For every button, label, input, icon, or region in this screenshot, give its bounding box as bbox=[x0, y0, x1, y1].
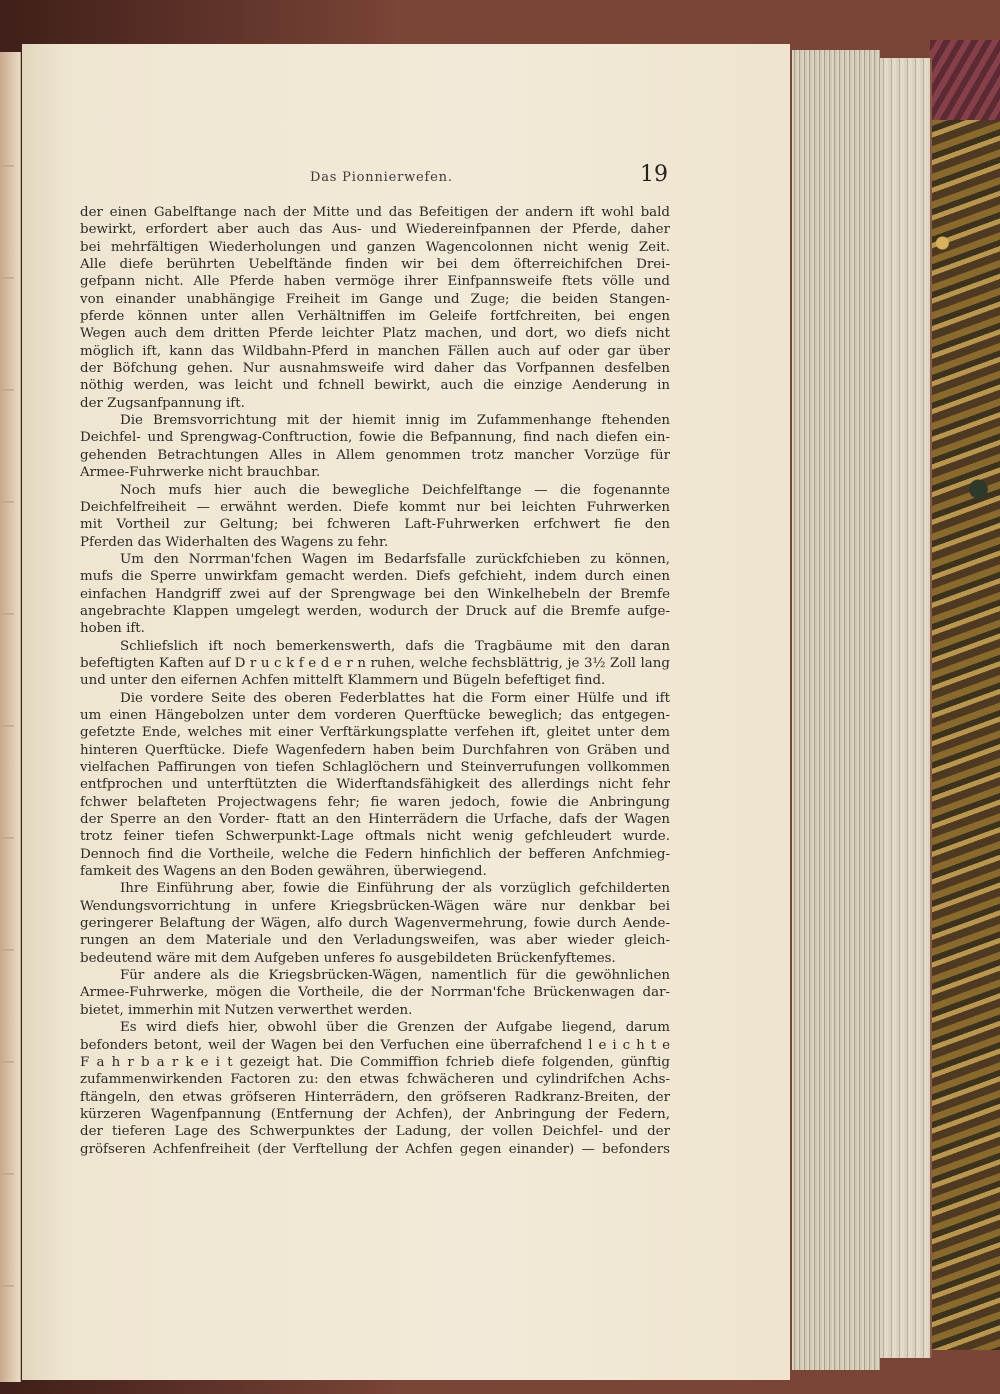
text-line: mit Vortheil zur Geltung; bei fchweren Laft-Fuhrwerken erfchwert fie den bbox=[80, 517, 670, 533]
text-line: von einander unabhängige Freiheit im Gange und Zuge; die beiden Stangen- bbox=[80, 291, 670, 307]
text-line: der Sperre an den Vorder- ftatt an den Hinterrädern die Urfache, dafs der Wagen bbox=[80, 812, 670, 828]
text-line: hinteren Querftücke. Diefe Wagenfedern haben beim Durchfahren von Gräben und bbox=[80, 742, 670, 758]
text-line: der Böfchung gehen. Nur ausnahmsweife wird daher das Vorfpannen desfelben bbox=[80, 361, 670, 377]
text-line: geringerer Belaftung der Wägen, alfo durch Wagenvermehrung, fowie durch Aende- bbox=[80, 916, 670, 932]
text-line: und unter den eifernen Achfen mittelft Klammern und Bügeln befeftiget find. bbox=[80, 673, 606, 689]
text-line: vielfachen Paffirungen von tiefen Schlaglöchern und Steinverrufungen vollkommen bbox=[80, 760, 670, 775]
text-line: gefetzte Ende, welches mit einer Verftärkungsplatte verfehen ift, gleitet unter dem bbox=[80, 725, 670, 741]
text-line: Pferden das Widerhalten des Wagens zu fehr. bbox=[80, 534, 389, 550]
text-line: möglich ift, kann das Wildbahn-Pferd in manchen Fällen auch auf oder gar über bbox=[80, 343, 670, 359]
text-line: kürzeren Wagenfpannung (Entfernung der Achfen), der Anbringung der Federn, bbox=[80, 1106, 670, 1122]
text-line: Die Bremsvorrichtung mit der hiemit innig im Zufammenhange ftehenden bbox=[120, 413, 670, 429]
text-line: Wegen auch dem dritten Pferde leichter Platz machen, und dort, wo diefs nicht bbox=[80, 326, 670, 342]
text-line: gefpann nicht. Alle Pferde haben vermöge ihrer Einfpannsweife ftets völle und bbox=[80, 274, 670, 290]
text-line: befeftigten Kaften auf D r u c k f e d e r n ruhen, welche fechsblättrig, je 3½ Zoll lang bbox=[80, 655, 670, 671]
text-line: trotz feiner tiefen Schwerpunkt-Lage oftmals nicht wenig gefchleudert wurde. bbox=[80, 829, 670, 845]
text-line: Schliefslich ift noch bemerkenswerth, dafs die Tragbäume mit den daran bbox=[120, 638, 670, 654]
text-line: Ihre Einführung aber, fowie die Einführung der als vorzüglich gefchilderten bbox=[120, 881, 670, 897]
text-line: nöthig werden, was leicht und fchnell bewirkt, auch die einzige Aenderung in bbox=[80, 378, 670, 394]
text-line: pferde können unter allen Verhältniffen im Geleife fortfchreiten, bei engen bbox=[80, 309, 670, 325]
page-block-edges bbox=[792, 50, 880, 1370]
text-line: bedeutend wäre mit dem Aufgeben unferes fo ausgebildeten Brückenfyftemes. bbox=[80, 950, 616, 966]
text-line: Alle diefe berührten Uebelftände finden wir bei dem öfterreichifchen Drei- bbox=[80, 257, 670, 273]
marbled-endpaper bbox=[926, 120, 1000, 1350]
text-line: F a h r b a r k e i t gezeigt hat. Die Commiffion fchrieb diefe folgenden, günftig bbox=[80, 1054, 670, 1070]
page-block-tail bbox=[880, 58, 932, 1358]
text-line: rungen an dem Materiale und den Verladungsweifen, was aber wieder gleich- bbox=[80, 933, 670, 949]
text-line: ftängeln, den etwas gröfseren Hinterrädern, den gröfseren Radkranz-Breiten, der bbox=[80, 1089, 670, 1105]
left-page-shadow bbox=[2, 55, 14, 1375]
text-line: der tieferen Lage des Schwerpunktes der Ladung, der vollen Deichfel- und der bbox=[80, 1124, 670, 1140]
text-line: hoben ift. bbox=[80, 621, 145, 637]
page-number: 19 bbox=[640, 162, 668, 187]
text-line: Wendungsvorrichtung in unfere Kriegsbrücken-Wägen wäre nur denkbar bei bbox=[80, 898, 670, 914]
text-line: bewirkt, erfordert aber auch das Aus- und Wiedereinfpannen der Pferde, daher bbox=[80, 222, 670, 238]
text-line: Deichfelfreiheit — erwähnt werden. Diefe kommt nur bei leichten Fuhrwerken bbox=[80, 499, 670, 515]
text-line: mufs die Sperre unwirkfam gemacht werden. Diefs gefchieht, indem durch einen bbox=[80, 569, 670, 585]
text-line: bei mehrfältigen Wiederholungen und ganzen Wagencolonnen nicht wenig Zeit. bbox=[80, 239, 670, 255]
text-line: bietet, immerhin mit Nutzen verwerthet werden. bbox=[80, 1002, 413, 1018]
text-line: famkeit des Wagens an den Boden gewähren, überwiegend. bbox=[80, 864, 487, 880]
running-head: Das Pionnierwefen. bbox=[310, 170, 453, 185]
text-line: gehenden Betrachtungen Alles in Allem genommen trotz mancher Vorzüge für bbox=[80, 447, 670, 463]
text-line: gröfseren Achfenfreiheit (der Verftellung der Achfen gegen einander) — befonders bbox=[80, 1141, 670, 1157]
text-line: einfachen Handgriff zwei auf der Sprengwage bei den Winkelhebeln der Bremfe bbox=[80, 586, 670, 602]
text-line: entfprochen und unterftützten die Widerftandsfähigkeit des allerdings nicht fehr bbox=[80, 777, 670, 793]
text-line: Armee-Fuhrwerke nicht brauchbar. bbox=[80, 465, 321, 481]
page-header bbox=[80, 162, 670, 192]
text-line: fchwer belafteten Projectwagens fehr; fie waren jedoch, fowie die Anbringung bbox=[80, 794, 670, 810]
text-line: Die vordere Seite des oberen Federblattes hat die Form einer Hülfe und ift bbox=[120, 690, 670, 706]
text-line: zufammenwirkenden Factoren zu: den etwas fchwächeren und cylindrifchen Achs- bbox=[80, 1072, 670, 1088]
text-line: Deichfel- und Sprengwag-Conftruction, fowie die Befpannung, find nach diefen ein- bbox=[80, 430, 670, 446]
text-line: Armee-Fuhrwerke, mögen die Vortheile, die der Norrman'fche Brückenwagen dar- bbox=[80, 985, 670, 1001]
binding-edge-top bbox=[930, 40, 1000, 130]
text-line: der einen Gabelftange nach der Mitte und das Befeitigen der andern ift wohl bald bbox=[80, 205, 670, 220]
body-text bbox=[80, 204, 670, 1158]
text-line: Dennoch find die Vortheile, welche die Federn hinfichlich der befferen Anfchmieg- bbox=[80, 846, 670, 862]
text-line: um einen Hängebolzen unter dem vorderen Querftücke beweglich; das entgegen- bbox=[80, 707, 670, 723]
text-line: angebrachte Klappen umgelegt werden, wodurch der Druck auf die Bremfe aufge- bbox=[80, 603, 670, 619]
text-line: befonders betont, weil der Wagen bei den Verfuchen eine überrafchend l e i c h t e bbox=[80, 1037, 670, 1053]
text-line: Noch mufs hier auch die bewegliche Deichfelftange — die fogenannte bbox=[120, 482, 670, 498]
text-line: Es wird diefs hier, obwohl über die Grenzen der Aufgabe liegend, darum bbox=[120, 1020, 670, 1036]
text-line: Um den Norrman'fchen Wagen im Bedarfsfalle zurückfchieben zu können, bbox=[120, 551, 670, 567]
text-line: Für andere als die Kriegsbrücken-Wägen, namentlich für die gewöhnlichen bbox=[120, 968, 670, 984]
text-line: der Zugsanfpannung ift. bbox=[80, 395, 245, 411]
